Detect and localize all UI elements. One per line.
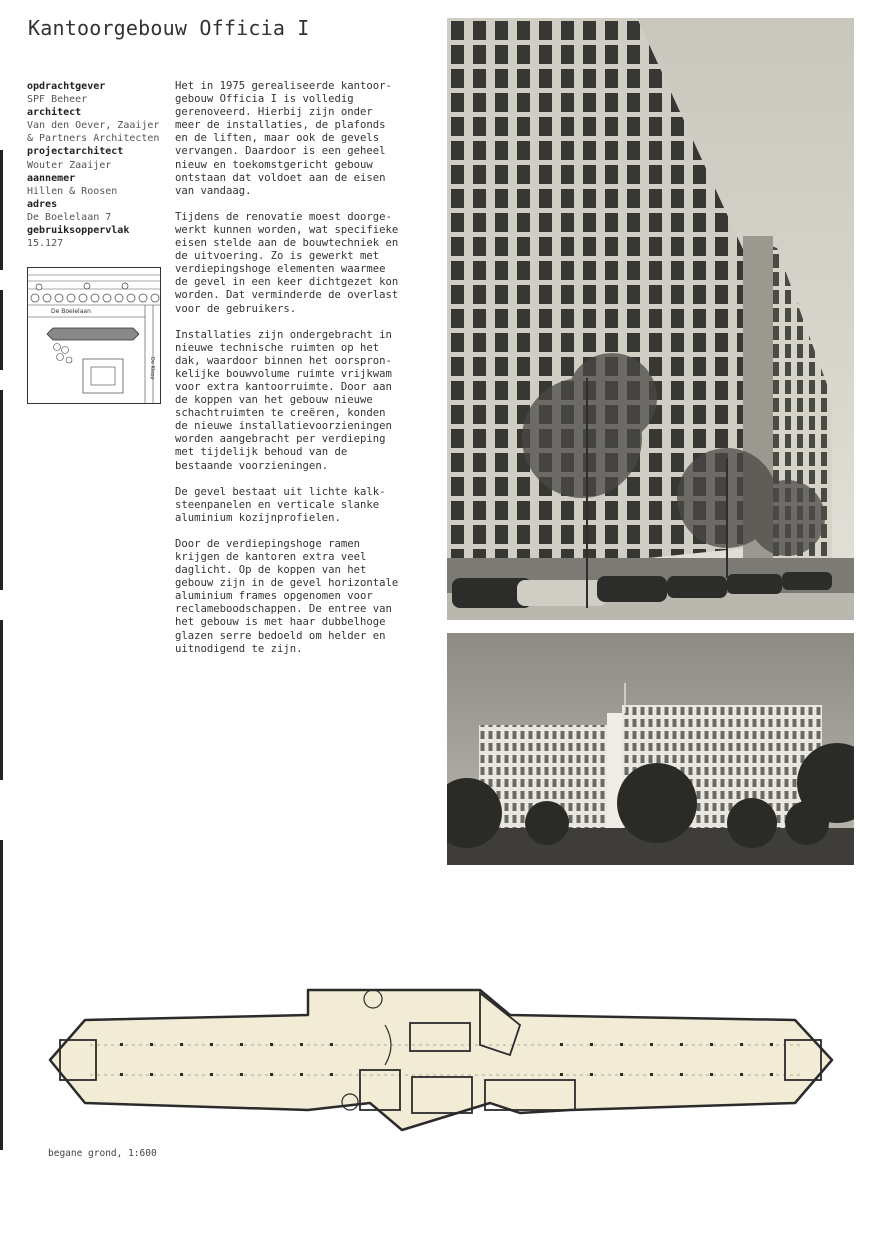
project-meta [27,80,167,250]
floor-plan [40,985,840,1135]
paragraph: Tijdens de renovatie moest doorge- werkt kunnen worden, wat specifieke eisen stelde aan de bouwtechniek en de uitvoering. Zo is gewerkt met verdiepingshoge elementen waarmee de gevel in een keer dichtgezet kon worden. Dat verminderde de overlast voor de gebruikers. [175,210,399,315]
meta-value: 15.127 [27,238,64,250]
meta-key: aannemer [27,172,76,184]
meta-key: projectarchitect [27,146,124,158]
plan-caption: begane grond, 1:600 [48,1148,157,1159]
paragraph: Door de verdiepingshoge ramen krijgen de kantoren extra veel daglicht. Op de koppen van het gebouw zijn in de gevel horizontale aluminium frames opgenomen voor reclameboodschappen. De entree van het gebouw is met haar dubbelhoge glazen serre bedoeld om helder en uitnodigend te zijn. [175,537,399,655]
meta-value: SPF Beheer [27,94,88,106]
meta-value: De Boelelaan 7 [27,211,112,223]
meta-key: architect [27,107,82,119]
body-text [175,80,415,669]
street-label: De Boelelaan [51,308,91,315]
street-label: De Klopp [149,357,155,380]
page-edge-mark [0,150,3,1150]
site-map [27,267,161,404]
paragraph: Installaties zijn ondergebracht in nieuwe technische ruimten op het dak, waardoor binnen het oorspron- kelijke bouwvolume ruimte vrijkwam voor extra kantoorruimte. Door aan de koppen van het gebouw nieuwe schachtruimten te creëren, konden de nieuwe installatievoorzieningen worden aangebracht per verdieping met tijdelijk behoud van de bestaande voorzieningen. [175,328,392,472]
meta-key: adres [27,198,58,210]
paragraph: Het in 1975 gerealiseerde kantoor- gebouw Officia I is volledig gerenoveerd. Hierbij zijn onder meer de installaties, de plafonds en de liften, maar ook de gevels vervangen. Daardoor is een geheel nieuw en toekomstgericht gebouw ontstaan dat voldoet aan de eisen van vandaag. [175,80,392,197]
meta-key: gebruiksoppervlak [27,225,130,237]
building-photo [447,633,854,865]
meta-value: Hillen & Roosen [27,185,118,197]
page-title: Kantoorgebouw Officia I [28,16,310,40]
meta-value: Van den Oever, Zaaijer & Partners Architecten [27,120,160,145]
paragraph: De gevel bestaat uit lichte kalk- steenpanelen en verticale slanke aluminium kozijnprofielen. [175,485,386,524]
meta-value: Wouter Zaaijer [27,159,112,171]
meta-key: opdrachtgever [27,81,106,92]
facade-photo [447,18,854,620]
